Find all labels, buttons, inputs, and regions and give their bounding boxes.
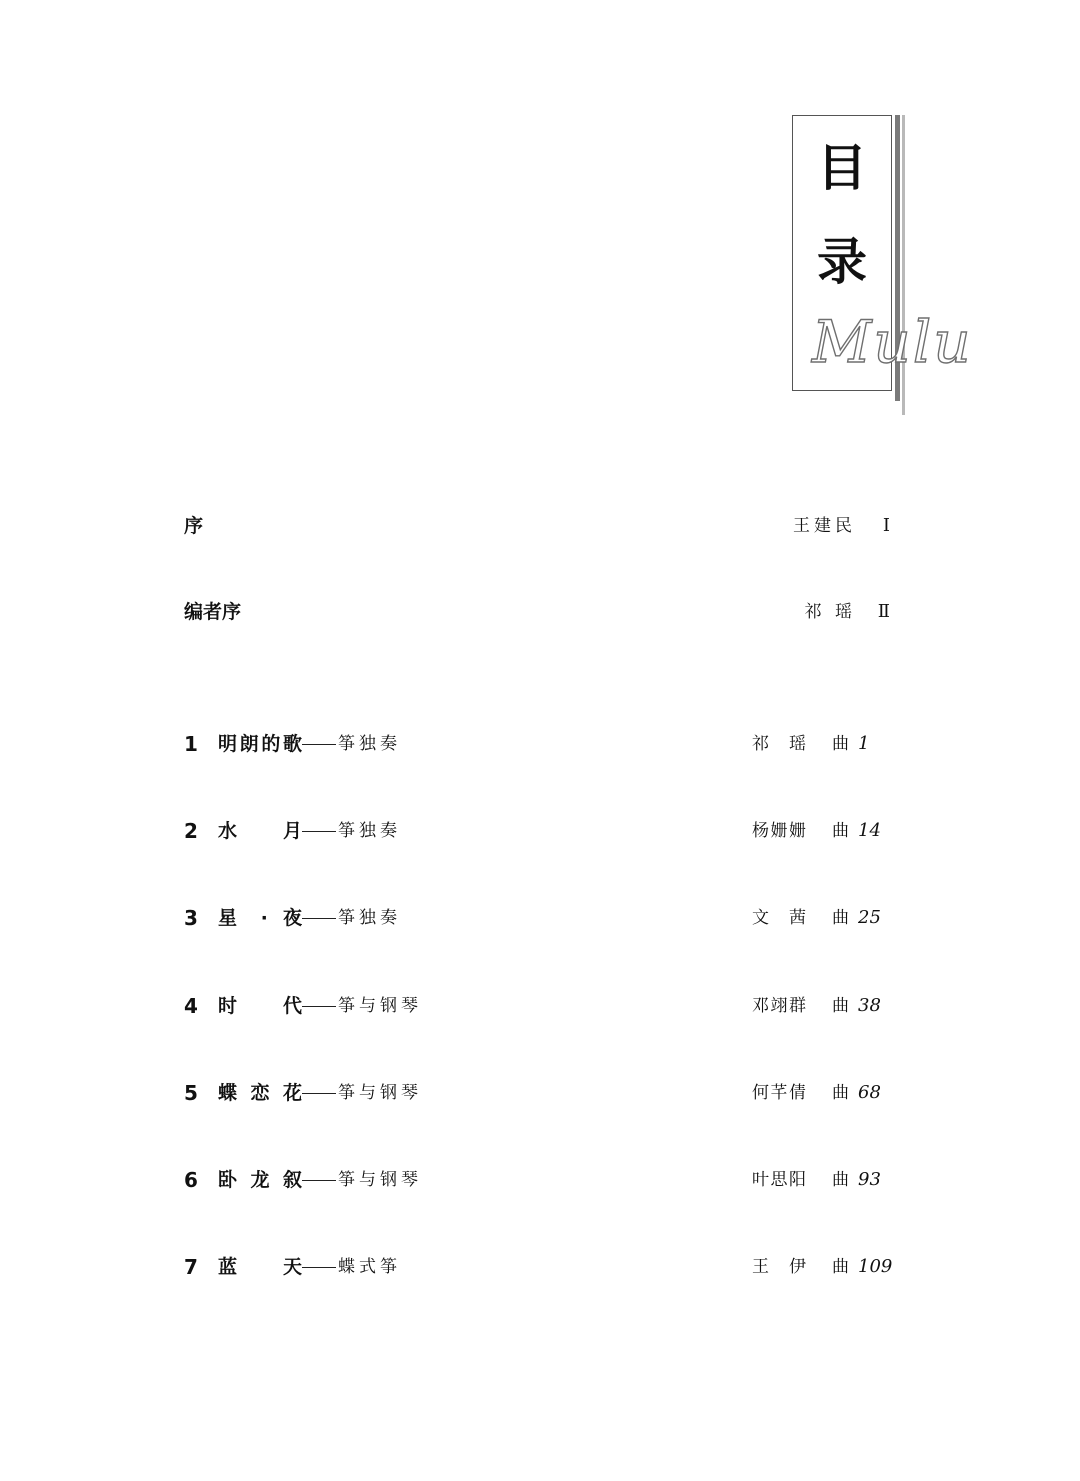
editor-preface-author: 祁 瑶: [804, 602, 856, 622]
entry-number: 4: [184, 994, 198, 1018]
toc-preface-row[interactable]: [184, 511, 890, 541]
entry-composer: 杨姗姗: [752, 821, 806, 841]
toc-entry[interactable]: [184, 815, 890, 847]
entry-page: 38: [858, 995, 881, 1016]
toc-entry[interactable]: [184, 1077, 890, 1109]
entry-instrument: 筝独奏: [338, 821, 401, 841]
entry-instrument: 筝独奏: [338, 908, 401, 928]
entry-page: 109: [858, 1256, 893, 1277]
toc-entry[interactable]: [184, 902, 890, 934]
entry-composer: 叶思阳: [752, 1170, 806, 1190]
entry-title: 明朗的歌: [218, 733, 302, 755]
page-title-char-1: 目: [817, 139, 867, 197]
toc-entry[interactable]: [184, 1164, 890, 1196]
dash-separator: [302, 831, 336, 832]
preface-label: 序: [184, 515, 204, 537]
entry-page: 25: [858, 907, 881, 928]
entry-instrument: 筝与钢琴: [338, 1083, 422, 1103]
entry-instrument: 蝶式筝: [338, 1257, 401, 1277]
entry-title: 蓝 天: [218, 1256, 302, 1278]
entry-page: 68: [858, 1082, 881, 1103]
dash-separator: [302, 1180, 336, 1181]
entry-instrument: 筝独奏: [338, 734, 401, 754]
dash-separator: [302, 918, 336, 919]
entry-qu: 曲: [832, 734, 849, 754]
dash-separator: [302, 744, 336, 745]
editor-preface-label: 编者序: [184, 601, 242, 623]
entry-qu: 曲: [832, 821, 849, 841]
entry-composer: 邓翊群: [752, 996, 806, 1016]
entry-number: 7: [184, 1255, 198, 1279]
entry-title: 星 · 夜: [218, 907, 302, 929]
dash-separator: [302, 1006, 336, 1007]
entry-qu: 曲: [832, 908, 849, 928]
entry-number: 6: [184, 1168, 198, 1192]
editor-preface-page: Ⅱ: [877, 601, 890, 622]
entry-composer: 王 伊: [752, 1257, 806, 1277]
entry-qu: 曲: [832, 996, 849, 1016]
entry-instrument: 筝与钢琴: [338, 1170, 422, 1190]
entry-instrument: 筝与钢琴: [338, 996, 422, 1016]
entry-composer: 祁瑶: [752, 734, 806, 754]
entry-number: 2: [184, 819, 198, 843]
toc-entry[interactable]: [184, 728, 890, 760]
entry-number: 1: [184, 732, 198, 756]
entry-title: 蝶 恋 花: [218, 1082, 302, 1104]
dash-separator: [302, 1093, 336, 1094]
page-title-script: Mulu: [812, 308, 973, 376]
entry-qu: 曲: [832, 1257, 849, 1277]
dash-separator: [302, 1267, 336, 1268]
preface-page: Ⅰ: [882, 515, 890, 536]
entry-composer: 文 茜: [752, 908, 806, 928]
entry-qu: 曲: [832, 1170, 849, 1190]
entry-page: 14: [858, 820, 881, 841]
entry-number: 5: [184, 1081, 198, 1105]
entry-page: 1: [858, 733, 870, 754]
toc-entry[interactable]: [184, 1251, 893, 1283]
entry-page: 93: [858, 1169, 881, 1190]
entry-title: 卧 龙 叙: [218, 1169, 302, 1191]
toc-editor-preface-row[interactable]: [184, 597, 890, 627]
entry-composer: 何芊倩: [752, 1083, 806, 1103]
toc-entry[interactable]: [184, 990, 890, 1022]
entry-title: 时 代: [218, 995, 302, 1017]
page-title-char-2: 录: [817, 233, 867, 291]
entry-number: 3: [184, 906, 198, 930]
entry-title: 水 月: [218, 820, 302, 842]
entry-qu: 曲: [832, 1083, 849, 1103]
preface-author: 王建民: [793, 516, 856, 536]
